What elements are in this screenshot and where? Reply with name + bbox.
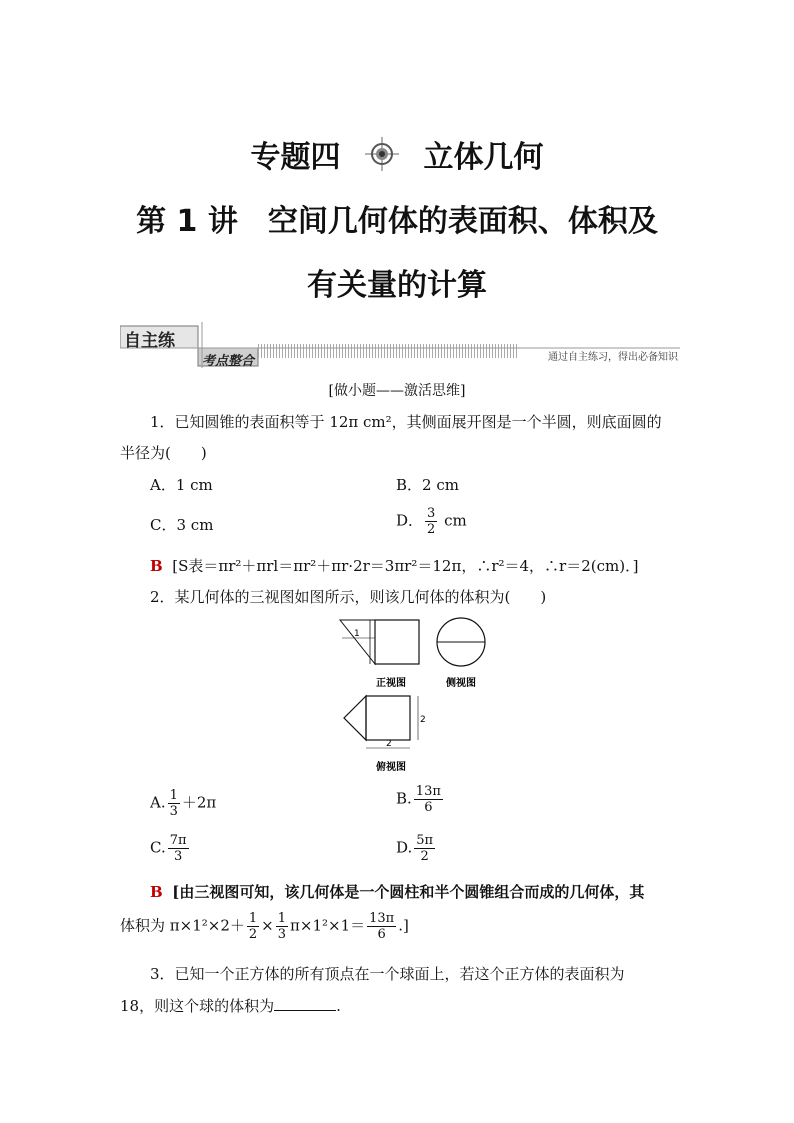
q2-answer: B [150, 883, 163, 901]
top-view [344, 696, 426, 749]
q3-answer-blank[interactable] [274, 1010, 336, 1011]
q1-answer: B [150, 557, 163, 575]
front-view-label: 正视图 [376, 678, 406, 689]
q1-option-d[interactable]: D． $\frac{3}{2}$ cm [396, 506, 467, 537]
topic-title [0, 132, 794, 176]
q2-option-c[interactable]: C. $\frac{7\pi}{3}$ [150, 833, 187, 864]
q2-option-d[interactable]: D. $\frac{5\pi}{2}$ [396, 833, 434, 864]
q2-option-b[interactable]: B. $\frac{13\pi}{6}$ [396, 784, 441, 815]
q1-stem-cont: 半径为( ) [120, 444, 207, 462]
topic-sub-label: 立体几何 [423, 140, 544, 175]
banner-left-title: 自主练 [124, 331, 175, 351]
q1-option-a[interactable]: A．1 cm [150, 476, 213, 494]
three-view-figure [330, 614, 530, 774]
q2-solution-line2: 体积为 π×1²×2＋ $\frac{1}{2}$ × $\frac{1}{3}$ π×1²×1＝ $\frac{13\pi}{6}$ .] [120, 911, 409, 942]
crosshair-icon [365, 137, 399, 171]
lecture-title: 第 1 讲 空间几何体的表面积、体积及 [136, 204, 658, 239]
q1-option-c[interactable]: C．3 cm [150, 516, 214, 534]
lecture-title-cont: 有关量的计算 [307, 268, 487, 303]
section-heading: [做小题——激活思维] [328, 383, 466, 399]
dim-2-vertical: 2 [420, 715, 426, 725]
section-banner [120, 322, 680, 368]
banner-left-sub: 考点整合 [202, 354, 255, 369]
q3-stem-cont: 18，则这个球的体积为 . [120, 997, 341, 1015]
q1-stem: 1．已知圆锥的表面积等于 12π cm²，其侧面展开图是一个半圆，则底面圆的 [150, 413, 662, 431]
q2-option-a[interactable]: A. $\frac{1}{3}$ ＋2π [150, 788, 217, 819]
banner-right-text: 通过自主练习，得出必备知识 [548, 352, 678, 363]
side-view [437, 618, 485, 666]
front-view [340, 620, 419, 664]
q1-solution: B [S表＝πr²＋πrl＝πr²＋πr·2r＝3πr²＝12π，∴r²＝4，∴r＝2(cm)．] [150, 557, 639, 575]
q1-option-b[interactable]: B．2 cm [396, 476, 459, 494]
q2-stem: 2．某几何体的三视图如图所示，则该几何体的体积为( ) [150, 588, 547, 606]
dim-1-text: 1 [354, 629, 360, 639]
q3-stem: 3．已知一个正方体的所有顶点在一个球面上，若这个正方体的表面积为 [150, 965, 625, 983]
top-view-label: 俯视图 [376, 762, 406, 773]
q2-solution-line1: B [由三视图可知，该几何体是一个圆柱和半个圆锥组合而成的几何体，其 [150, 883, 645, 901]
dim-2-horizontal: 2 [386, 739, 392, 749]
side-view-label: 侧视图 [446, 678, 476, 689]
topic-label: 专题四 [250, 140, 341, 175]
